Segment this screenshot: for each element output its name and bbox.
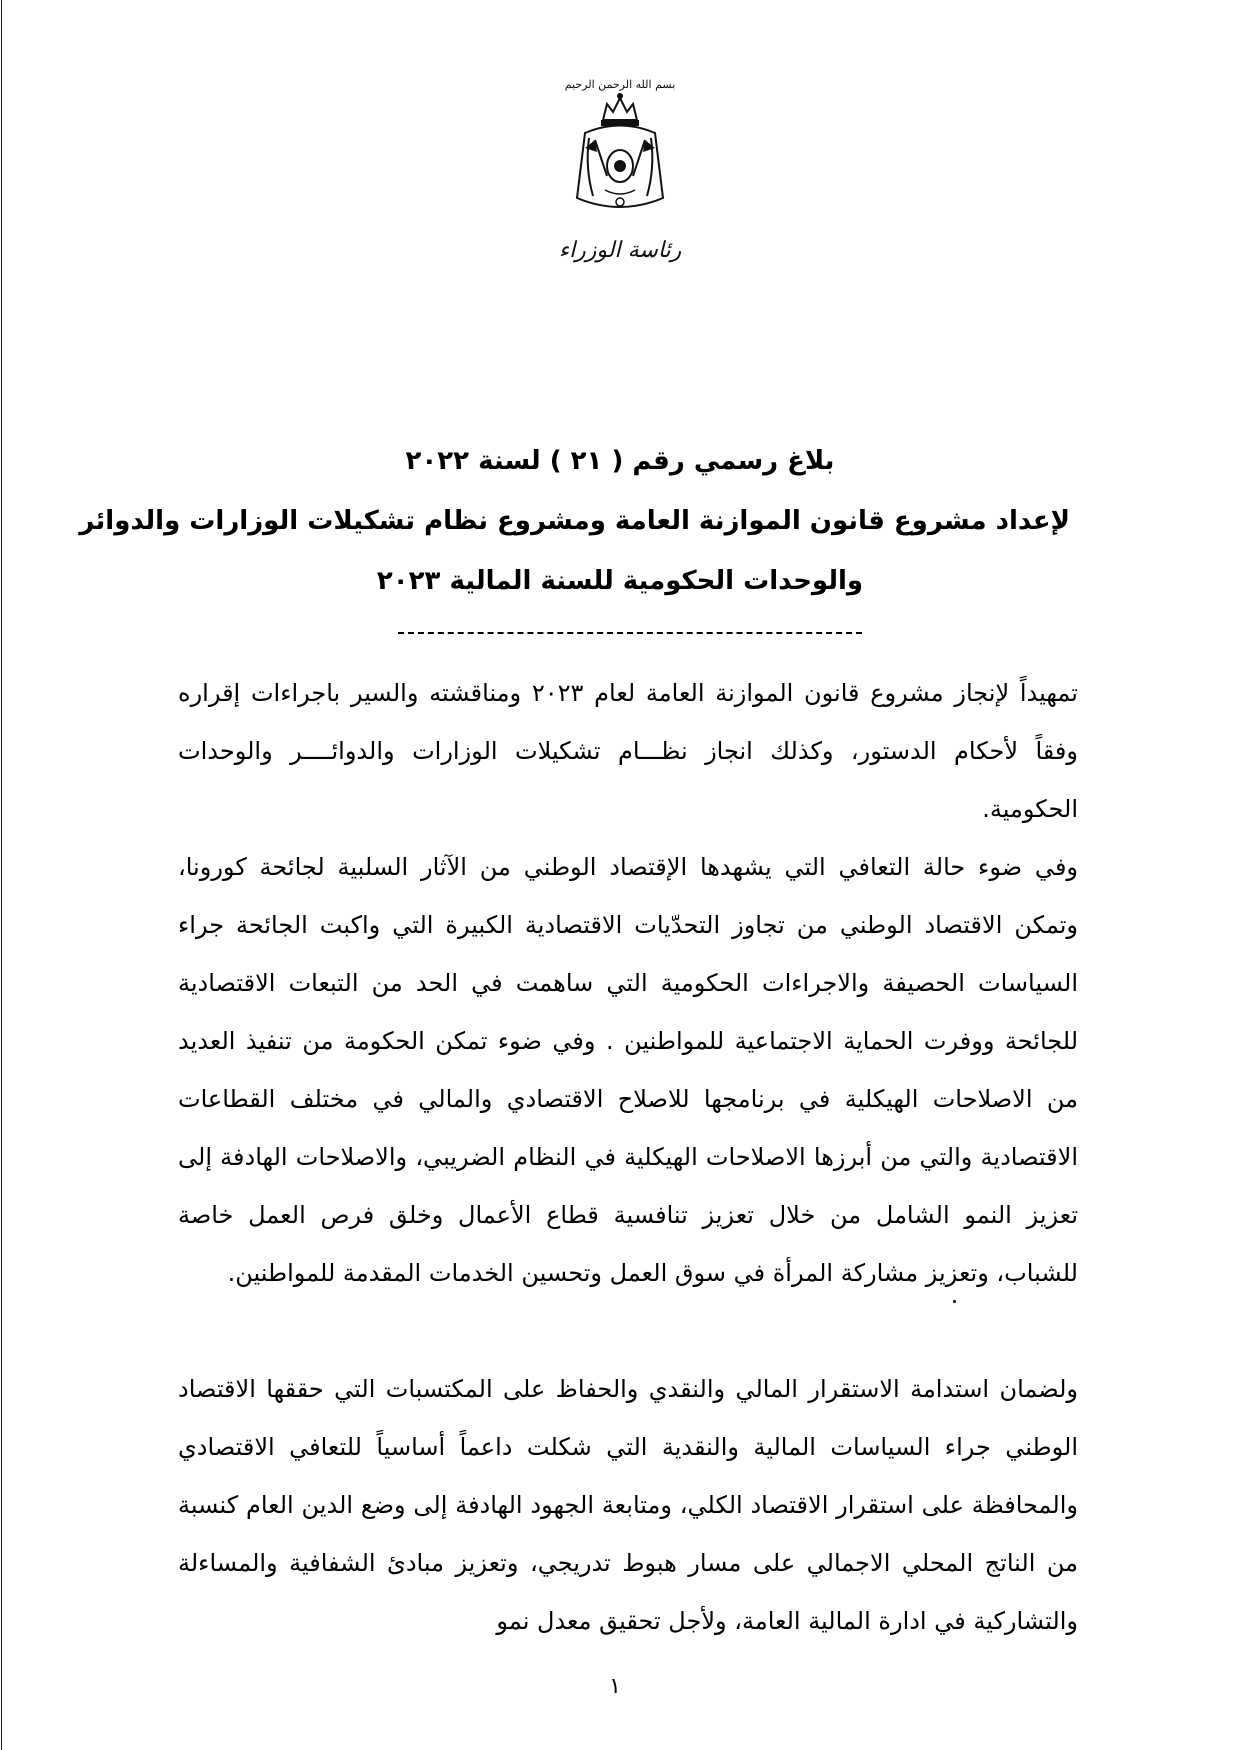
body-paragraph-2 (178, 838, 1078, 1302)
page-number: ١ (609, 1674, 621, 1699)
paragraph-text: وفي ضوء حالة التعافي التي يشهدها الإقتصاد الوطني من الآثار السلبية لجائحة كورونا، وتمكن الاقتصاد الوطني من تجاوز التحدّيات الاقتصادية الكبيرة التي واكبت الجائحة جراء السياسات الحصيفة والاجراءات الحكومية التي ساهمت في الحد من التبعات الاقتصادية للجائحة ووفرت الحماية الاجتماعية للمواطنين . وفي ضوء تمكن الحكومة من تنفيذ العديد من الاصلاحات الهيكلية في برنامجها للاصلاح الاقتصادي والمالي في مختلف القطاعات الاقتصادية والتي من أبرزها الاصلاحات الهيكلية في النظام الضريبي، والاصلاحات الهادفة إلى تعزيز النمو الشامل من خلال تعزيز تنافسية قطاع الأعمال وخلق فرص العمل خاصة للشباب، وتعزيز مشاركة المرأة في سوق العمل وتحسين الخدمات المقدمة للمواطنين. (178, 853, 1078, 1287)
dashed-separator (398, 632, 862, 634)
announcement-title: بلاغ رسمي رقم ( ٢١ ) لسنة ٢٠٢٢ (405, 446, 835, 476)
announcement-subject-line1: لإعداد مشروع قانون الموازنة العامة ومشروع نظام تشكيلات الوزارات والدوائر (79, 506, 1070, 536)
body-paragraph-3 (178, 1360, 1078, 1650)
coat-of-arms-letterhead (555, 78, 685, 278)
body-paragraph-1 (178, 664, 1078, 838)
announcement-subject-line2: والوحدات الحكومية للسنة المالية ٢٠٢٣ (376, 566, 864, 596)
page-edge-line (1, 0, 2, 1750)
paragraph-text: ولضمان استدامة الاستقرار المالي والنقدي والحفاظ على المكتسبات التي حققها الاقتصاد الوطني جراء السياسات المالية والنقدية التي شكلت داعماً أساسياً للتعافي الاقتصادي والمحافظة على استقرار الاقتصاد الكلي، ومتابعة الجهود الهادفة إلى وضع الدين العام كنسبة من الناتج المحلي الاجمالي على مسار هبوط تدريجي، وتعزيز مبادئ الشفافية والمساءلة والتشاركية في ادارة المالية العامة، ولأجل تحقيق معدل نمو (178, 1375, 1078, 1635)
office-name-calligraphy: رئاسة الوزراء (558, 238, 682, 263)
stray-mark (953, 1300, 956, 1303)
basmala-calligraphy: بسم الله الرحمن الرحيم (564, 78, 676, 91)
paragraph-text: تمهيداً لإنجاز مشروع قانون الموازنة العامة لعام ٢٠٢٣ ومناقشته والسير باجراءات إقراره وفقاً لأحكام الدستور، وكذلك انجاز نظـــام تشكيلات الوزارات والدوائــــر والوحدات الحكومية. (178, 679, 1078, 823)
